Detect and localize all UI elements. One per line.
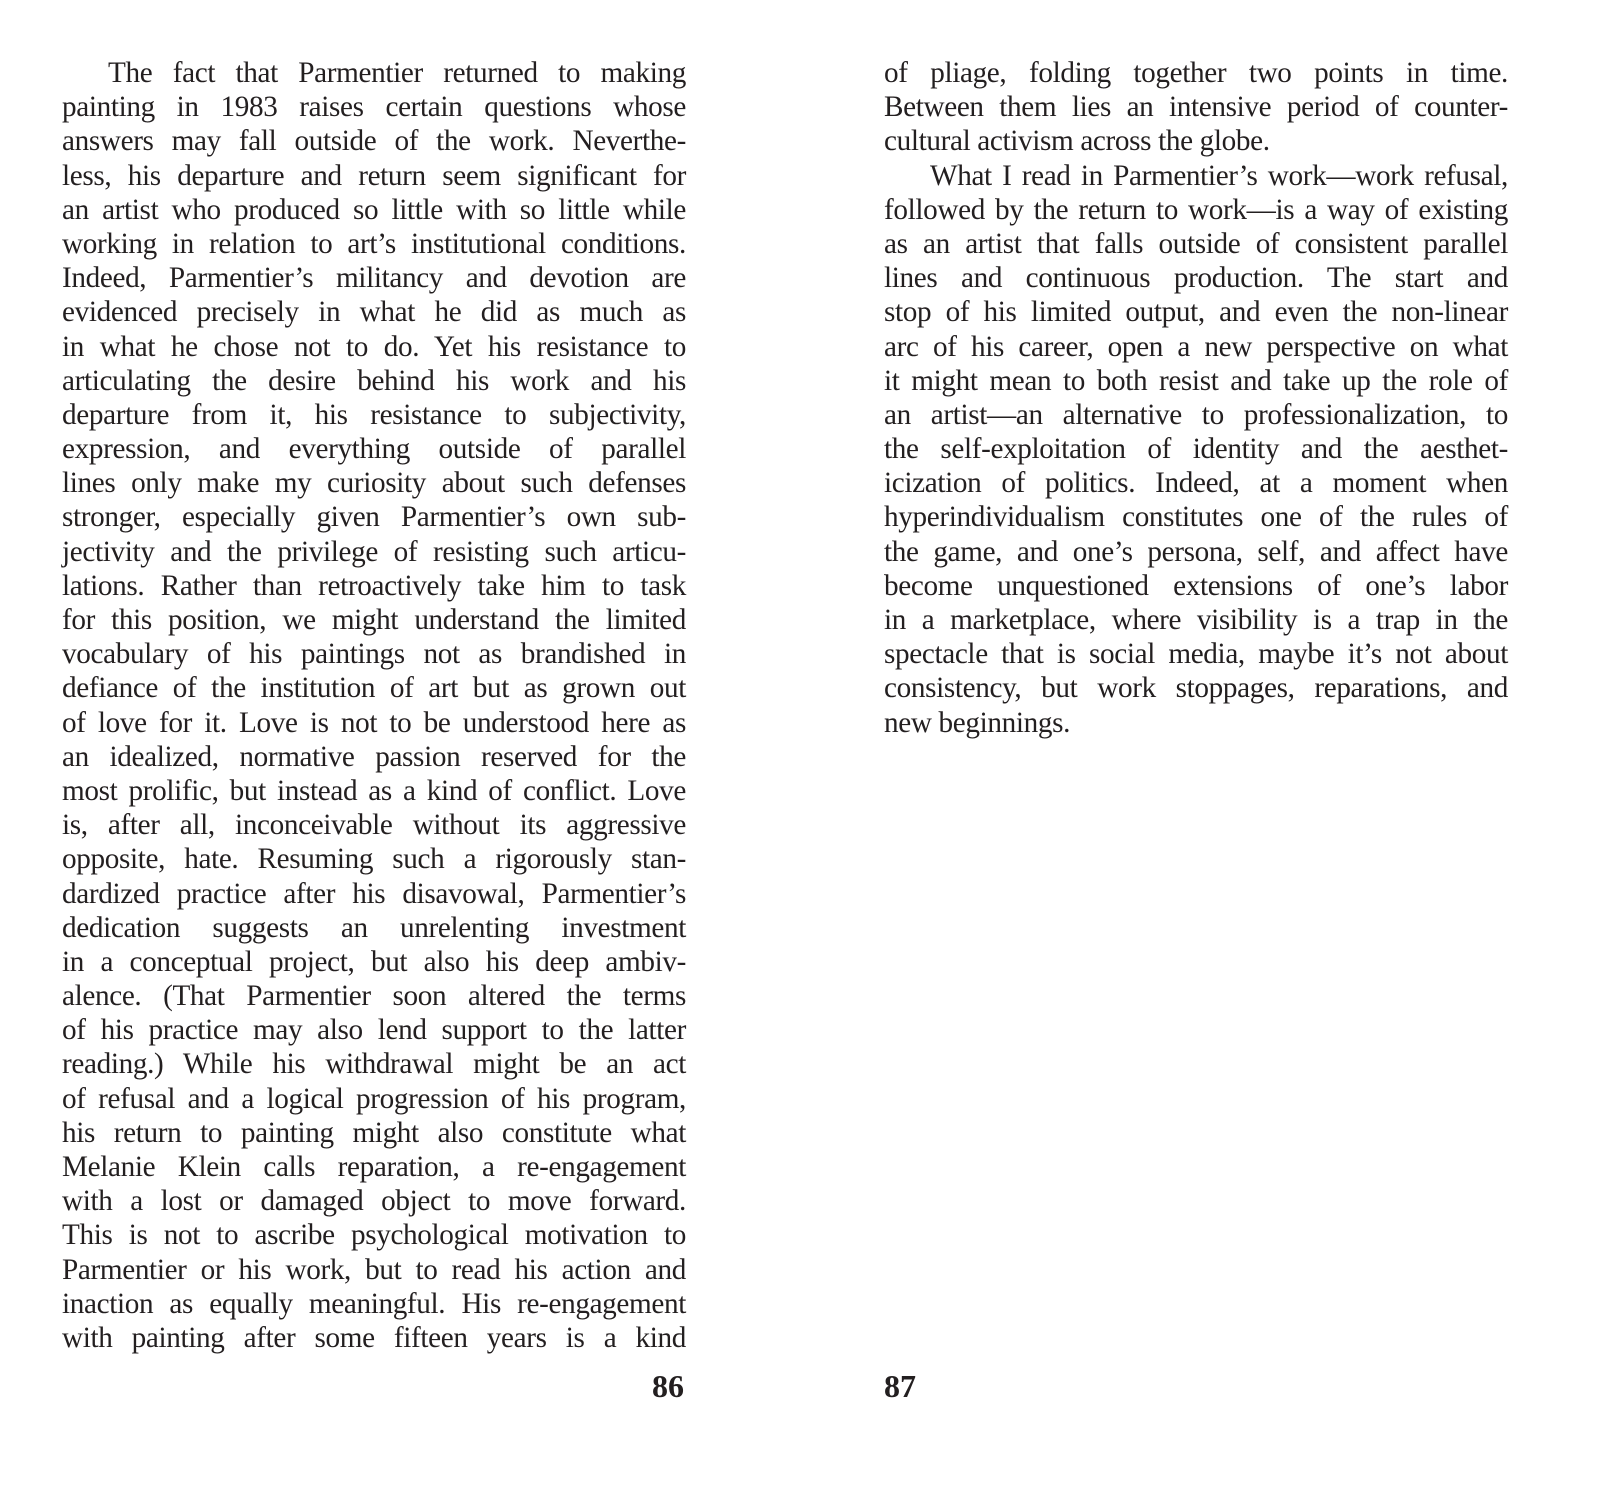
right-page-body (884, 56, 1508, 740)
text-line: defiance of the institution of art but as grown out (62, 672, 686, 705)
text-line: an artist—an alternative to professionalization, to (884, 398, 1508, 431)
text-line: it might mean to both resist and take up the role of (884, 364, 1508, 397)
text-line: of love for it. Love is not to be understood here as (62, 706, 686, 739)
text-line: an idealized, normative passion reserved for the (62, 740, 686, 773)
text-line: become unquestioned extensions of one’s labor (884, 569, 1508, 602)
text-line: reading.) While his withdrawal might be an act (62, 1048, 686, 1081)
text-line: less, his departure and return seem significant for (62, 159, 686, 192)
text-line: hyperindividualism constitutes one of the rules of (884, 501, 1508, 534)
text-line: an artist who produced so little with so little while (62, 193, 686, 226)
text-line: articulating the desire behind his work and his (62, 364, 686, 397)
text-line: alence. (That Parmentier soon altered the terms (62, 980, 686, 1013)
text-line: with painting after some fifteen years is a kind (62, 1321, 686, 1354)
page-number-right: 87 (884, 1368, 916, 1404)
text-line: followed by the return to work—is a way of existing (884, 193, 1508, 226)
text-line: Melanie Klein calls reparation, a re-engagement (62, 1151, 686, 1183)
text-line: lines and continuous production. The start and (884, 262, 1508, 295)
text-line: consistency, but work stoppages, reparations, and (884, 672, 1508, 705)
text-line: most prolific, but instead as a kind of conflict. Love (62, 774, 686, 807)
text-line: the self-exploitation of identity and the aesthet- (884, 433, 1508, 466)
text-line: cultural activism across the globe. (884, 125, 1270, 158)
text-line: departure from it, his resistance to subjectivity, (62, 398, 686, 431)
text-line: inaction as equally meaningful. His re-engagement (62, 1287, 686, 1320)
text-line: This is not to ascribe psychological motivation to (62, 1219, 686, 1252)
text-line: answers may fall outside of the work. Neverthe- (62, 125, 686, 158)
text-line: in a conceptual project, but also his deep ambiv- (62, 945, 686, 978)
text-line: Indeed, Parmentier’s militancy and devotion are (62, 262, 686, 295)
text-line: dardized practice after his disavowal, Parmentier’s (62, 877, 686, 910)
text-line: in what he chose not to do. Yet his resistance to (62, 330, 686, 363)
text-line: lations. Rather than retroactively take him to task (62, 569, 686, 602)
left-page-body (62, 56, 686, 1355)
text-line: stronger, especially given Parmentier’s own sub- (62, 501, 686, 534)
text-line: vocabulary of his paintings not as brandished in (62, 638, 686, 671)
text-line: jectivity and the privilege of resisting such articu- (62, 535, 686, 568)
text-line: painting in 1983 raises certain questions whose (62, 91, 686, 124)
text-line: What I read in Parmentier’s work—work refusal, (930, 159, 1508, 192)
text-line: Parmentier or his work, but to read his action and (62, 1253, 686, 1286)
text-line: his return to painting might also constitute what (62, 1116, 686, 1149)
text-line: of pliage, folding together two points in time. (884, 57, 1508, 89)
text-line: the game, and one’s persona, self, and affect have (884, 535, 1508, 568)
text-line: in a marketplace, where visibility is a trap in the (884, 604, 1508, 636)
text-line: The fact that Parmentier returned to making (108, 57, 686, 89)
text-line: for this position, we might understand the limited (62, 604, 686, 636)
text-line: of refusal and a logical progression of his program, (62, 1082, 686, 1115)
text-line: is, after all, inconceivable without its aggressive (62, 809, 686, 842)
text-line: with a lost or damaged object to move forward. (62, 1185, 686, 1218)
text-line: lines only make my curiosity about such defenses (62, 467, 686, 500)
page-number-left: 86 (652, 1368, 684, 1404)
text-line: stop of his limited output, and even the non-linear (884, 296, 1508, 329)
text-line: new beginnings. (884, 706, 1071, 739)
text-line: Between them lies an intensive period of counter- (884, 91, 1508, 124)
text-line: spectacle that is social media, maybe it’s not about (884, 638, 1508, 671)
text-line: icization of politics. Indeed, at a moment when (884, 467, 1508, 500)
text-line: expression, and everything outside of parallel (62, 433, 686, 466)
text-line: as an artist that falls outside of consistent parallel (884, 227, 1508, 260)
text-line: arc of his career, open a new perspective on what (884, 330, 1508, 363)
text-line: working in relation to art’s institutional conditions. (62, 227, 686, 260)
text-line: opposite, hate. Resuming such a rigorously stan- (62, 843, 686, 876)
text-line: evidenced precisely in what he did as much as (62, 296, 686, 329)
text-line: dedication suggests an unrelenting investment (62, 911, 686, 944)
text-line: of his practice may also lend support to the latter (62, 1014, 686, 1047)
